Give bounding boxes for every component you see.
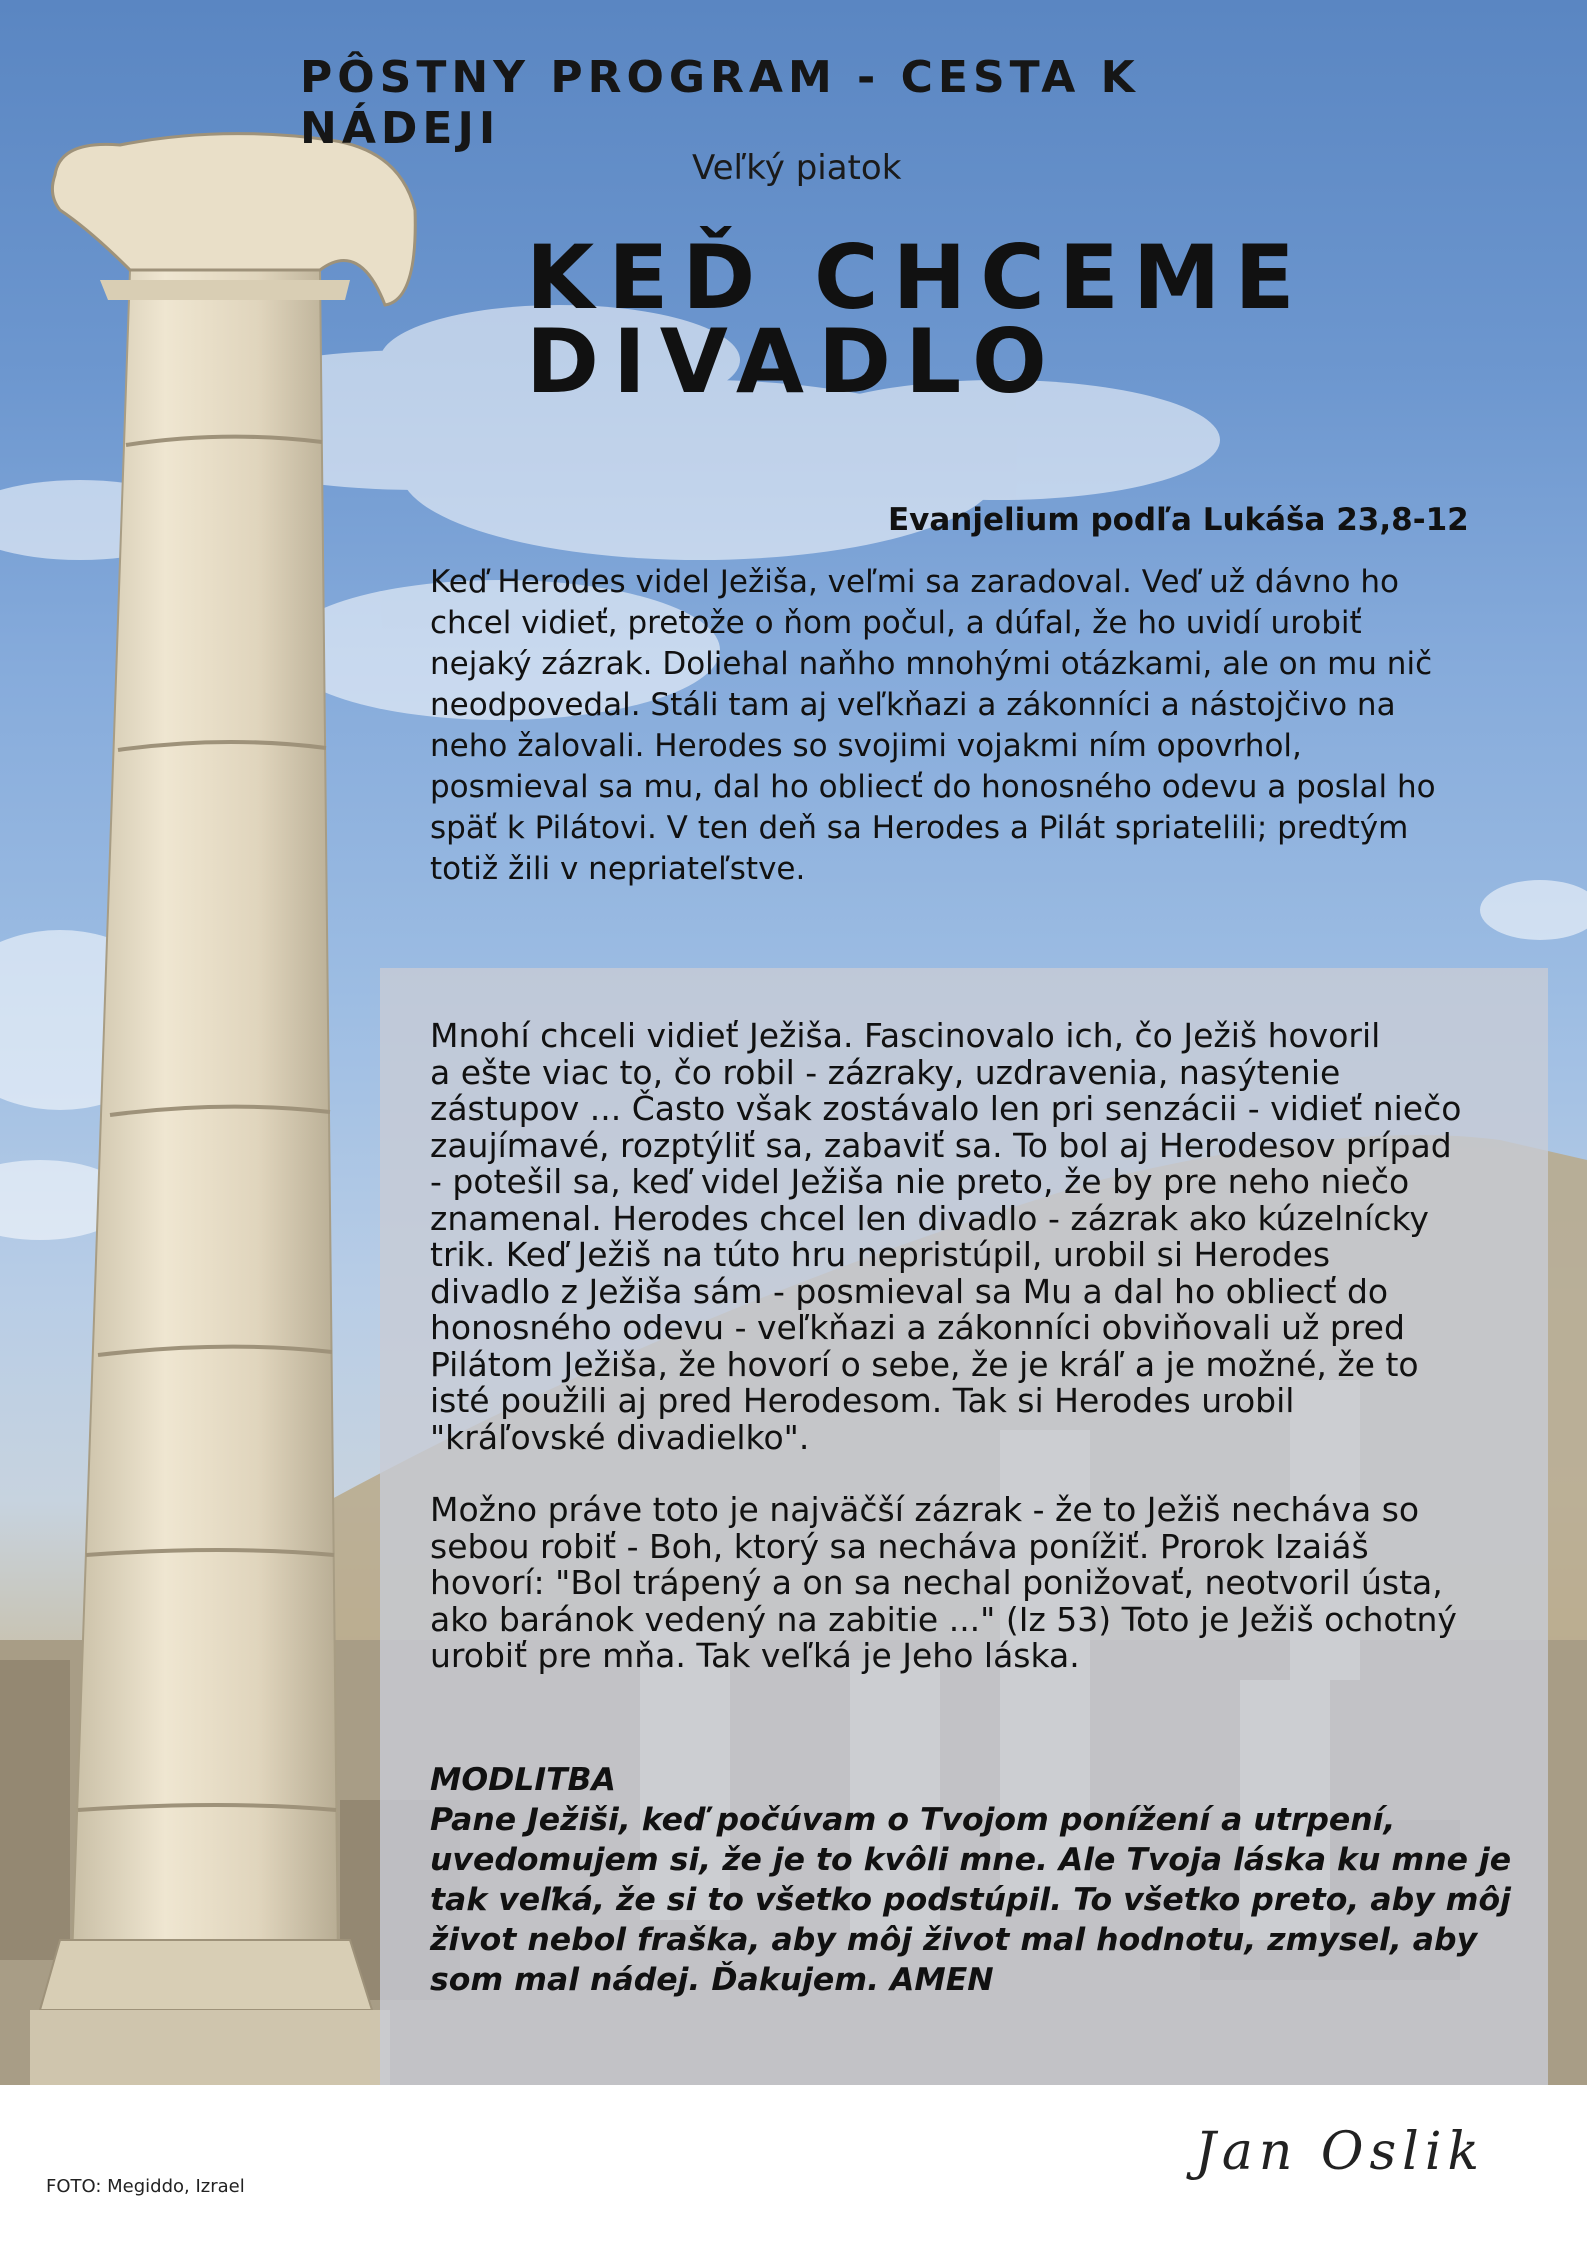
author-signature: Jan Oslik [1195,2122,1485,2182]
gospel-line: chcel vidieť, pretože o ňom počul, a dúfal, že ho uvidí urobiť [430,605,1362,641]
day-subtitle: Veľký piatok [692,148,902,188]
gospel-line: totiž žili v nepriateľstve. [430,851,806,887]
prayer-heading: MODLITBA [430,1762,616,1798]
gospel-line: späť k Pilátovi. V ten deň sa Herodes a Pilát spriatelili; predtým [430,810,1409,846]
reflection-line: zaujímavé, rozptýliť sa, zabaviť sa. To bol aj Herodesov prípad [430,1125,1452,1165]
photo-credit: FOTO: Megiddo, Izrael [46,2176,245,2197]
gospel-line: neodpovedal. Stáli tam aj veľkňazi a zákonníci a nástojčivo na [430,687,1396,723]
page-title [526,226,1426,413]
reflection-line: ako baránok vedený na zabitie ..." (Iz 53) Toto je Ježiš ochotný [430,1599,1457,1639]
reflection-line: znamenal. Herodes chcel len divadlo - zázrak ako kúzelnícky [430,1198,1429,1238]
reflection-text [430,1018,1520,1675]
reflection-line: zástupov ... Často však zostávalo len pri senzácii - vidieť niečo [430,1089,1462,1128]
prayer-line: tak veľká, že si to všetko podstúpil. To všetko preto, aby môj [430,1882,1511,1918]
prayer-line: uvedomujem si, že je to kvôli mne. Ale Tvoja láska ku mne je [430,1842,1512,1878]
prayer-line: Pane Ježiši, keď počúvam o Tvojom ponížení a utrpení, [430,1802,1396,1838]
reflection-line: honosného odevu - veľkňazi a zákonníci obviňovali už pred [430,1308,1405,1347]
gospel-text [430,562,1490,890]
reflection-line: - potešil sa, keď videl Ježiša nie preto, že by pre neho niečo [430,1162,1410,1201]
gospel-line: posmieval sa mu, dal ho obliecť do honosného odevu a poslal ho [430,769,1436,805]
program-title: PÔSTNY PROGRAM - CESTA K NÁDEJI [300,52,1140,154]
gospel-line: Keď Herodes videl Ježiša, veľmi sa zaradoval. Veď už dávno ho [430,564,1399,600]
prayer-line: život nebol fraška, aby môj život mal hodnotu, zmysel, aby [430,1922,1478,1958]
reflection-line: isté použili aj pred Herodesom. Tak si Herodes urobil [430,1381,1295,1420]
reflection-line: Mnohí chceli vidieť Ježiša. Fascinovalo ich, čo Ježiš hovoril [430,1016,1381,1055]
reflection-line: Možno práve toto je najväčší zázrak - že to Ježiš necháva so [430,1490,1420,1529]
reflection-line: trik. Keď Ježiš na túto hru nepristúpil, urobil si Herodes [430,1235,1331,1274]
prayer-block [430,1760,1520,2000]
gospel-line: nejaký zázrak. Doliehal naňho mnohými otázkami, ale on mu nič [430,646,1433,682]
reflection-line: sebou robiť - Boh, ktorý sa necháva ponížiť. Prorok Izaiáš [430,1526,1369,1566]
gospel-line: neho žalovali. Herodes so svojimi vojakmi ním opovrhol, [430,728,1302,764]
page-title-line-1: KEĎ CHCEME [526,226,1309,329]
prayer-line: som mal nádej. Ďakujem. AMEN [430,1962,994,1998]
reflection-line: urobiť pre mňa. Tak veľká je Jeho láska. [430,1636,1080,1675]
reflection-line: hovorí: "Bol trápený a on sa nechal ponižovať, neotvoril ústa, [430,1563,1443,1602]
reflection-line: Pilátom Ježiša, že hovorí o sebe, že je kráľ a je možné, že to [430,1344,1419,1384]
gospel-reference: Evanjelium podľa Lukáša 23,8-12 [888,502,1469,538]
reflection-line: divadlo z Ježiša sám - posmieval sa Mu a dal ho obliecť do [430,1271,1389,1311]
reflection-line: a ešte viac to, čo robil - zázraky, uzdravenia, nasýtenie [430,1052,1341,1092]
reflection-line: "kráľovské divadielko". [430,1417,810,1457]
page-title-line-2: DIVADLO [526,310,1061,413]
